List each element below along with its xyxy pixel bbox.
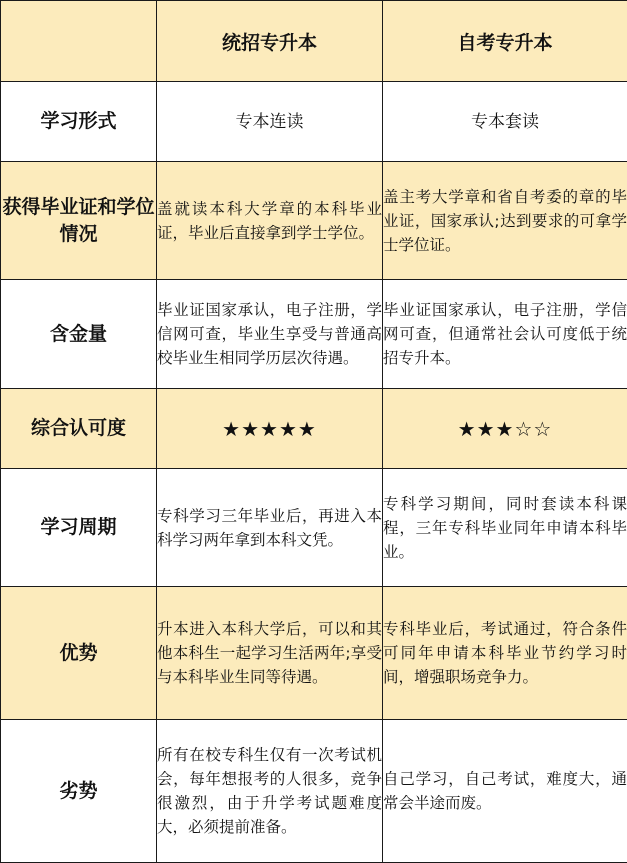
zikao-cell: 专科毕业后，考试通过，符合条件可同年申请本科毕业节约学习时间，增强职场竞争力。 [383, 587, 627, 720]
row-diploma [1, 162, 627, 280]
row-label: 综合认可度 [1, 389, 157, 469]
row-recognition [1, 389, 627, 469]
tongzhao-cell: 专科学习三年毕业后，再进入本科学习两年拿到本科文凭。 [157, 469, 383, 587]
header-tongzhao: 统招专升本 [157, 1, 383, 82]
row-label: 学习形式 [1, 82, 157, 162]
row-label: 劣势 [1, 720, 157, 863]
row-study-form [1, 82, 627, 162]
header-corner [1, 1, 157, 82]
zikao-cell: 专本套读 [383, 82, 627, 162]
tongzhao-cell: 盖就读本科大学章的本科毕业证，毕业后直接拿到学士学位。 [157, 162, 383, 280]
row-label: 获得毕业证和学位情况 [1, 162, 157, 280]
tongzhao-rating: ★★★★★ [157, 389, 383, 469]
row-disadvantage [1, 720, 627, 863]
row-value [1, 280, 627, 389]
zikao-cell: 专科学习期间，同时套读本科课程，三年专科毕业同年申请本科毕业。 [383, 469, 627, 587]
header-row [1, 1, 627, 82]
row-label: 学习周期 [1, 469, 157, 587]
tongzhao-cell: 所有在校专科生仅有一次考试机会，每年想报考的人很多，竞争很激烈，由于升学考试题难度大，必须提前准备。 [157, 720, 383, 863]
zikao-rating: ★★★☆☆ [383, 389, 627, 469]
header-zikao: 自考专升本 [383, 1, 627, 82]
zikao-cell: 毕业证国家承认，电子注册，学信网可查，但通常社会认可度低于统招专升本。 [383, 280, 627, 389]
tongzhao-cell: 专本连读 [157, 82, 383, 162]
tongzhao-cell: 升本进入本科大学后，可以和其他本科生一起学习生活两年;享受与本科毕业生同等待遇。 [157, 587, 383, 720]
row-label: 含金量 [1, 280, 157, 389]
row-duration [1, 469, 627, 587]
zikao-cell: 盖主考大学章和省自考委的章的毕业证，国家承认;达到要求的可拿学士学位证。 [383, 162, 627, 280]
zikao-cell: 自己学习，自己考试，难度大，通常会半途而废。 [383, 720, 627, 863]
tongzhao-cell: 毕业证国家承认，电子注册，学信网可查，毕业生享受与普通高校毕业生相同学历层次待遇。 [157, 280, 383, 389]
row-advantage [1, 587, 627, 720]
row-label: 优势 [1, 587, 157, 720]
